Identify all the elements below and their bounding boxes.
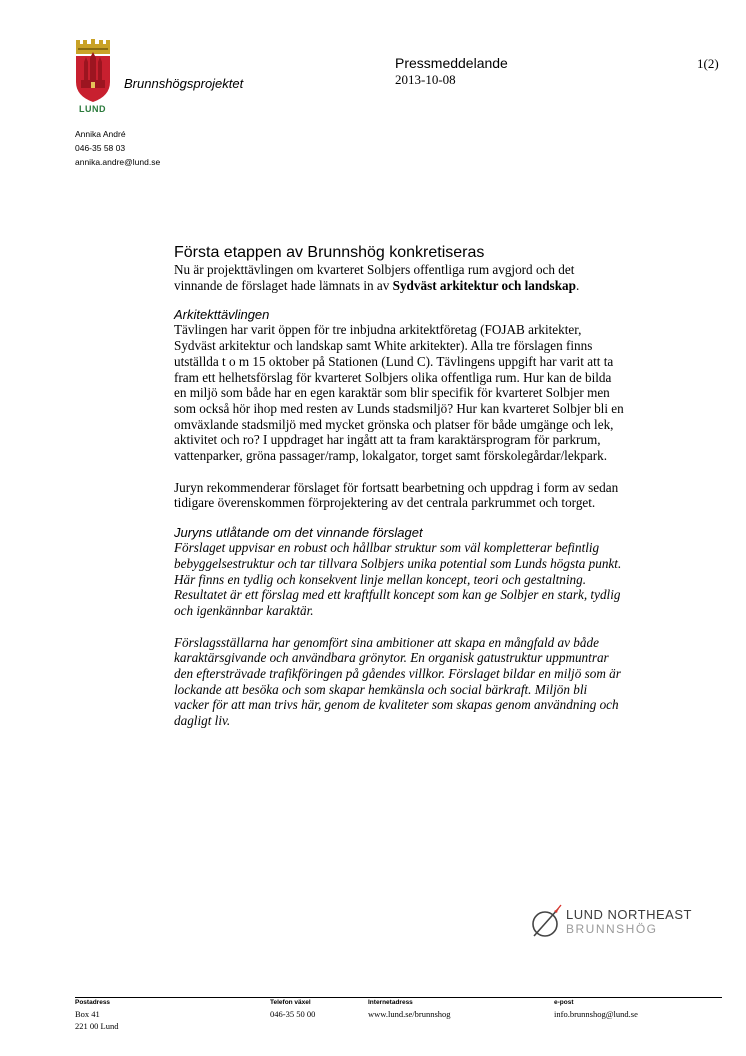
footer-email-label: e-post — [554, 999, 574, 1006]
contact-phone: 046-35 58 03 — [75, 143, 126, 153]
brand-title: LUND NORTHEAST — [566, 907, 692, 922]
page-number: 1(2) — [697, 56, 719, 71]
brand-subtitle: BRUNNSHÖG — [566, 922, 658, 936]
competition-paragraph: Tävlingen har varit öppen för tre inbjudna arkitektföretag (FOJAB arkitekter, Sydväst arkitektur och landskap samt White arkitekter). Alla tre förslagen finns utställda t o m 15 oktober på Stationen (Lund C). Tävlingens uppgift har varit att ta fram ett helhetsförslag för kvarteret Solbjers olika offentliga rum. Hur kan de bilda en miljö som både har en egen karaktär som blir specifik för kvarteret Solbjer men som också hör ihop med resten av Lunds stadsmiljö? Hur kan kvarteret Solbjer bli en omväxlande stadsmiljö med mycket grönska och platser för både umgänge och lek, aktivitet och ro? I uppdraget har ingått att ta fram karaktärsprogram för parkrum, vattenparker, gröna passager/ramp, lokalgator, torget samt förskolegårdar/lekpark. — [174, 322, 624, 464]
winner-name: Sydväst arkitektur och landskap — [392, 277, 576, 293]
footer-web-link[interactable]: www.lund.se/brunnshog — [368, 1009, 451, 1019]
footer-postal-label: Postadress — [75, 999, 111, 1006]
footer-phone-label: Telefon växel — [270, 999, 311, 1006]
footer-email-link[interactable]: info.brunnshog@lund.se — [554, 1009, 638, 1019]
jury-recommendation-paragraph: Juryn rekommenderar förslaget för fortsatt bearbetning och uppdrag i form av sedan tidigare överenskommen förprojektering av det centrala parkrummet och torget. — [174, 479, 619, 511]
footer-phone-value: 046-35 50 00 — [270, 1009, 316, 1019]
footer-postal-line2: 221 00 Lund — [75, 1021, 119, 1031]
intro-text: Nu är projekttävlingen om kvarteret Solbjers offentliga rum avgjord och det vinnande de förslaget hade lämnats in av — [174, 262, 575, 293]
lund-city-logo — [73, 38, 113, 118]
section-heading-jury: Juryns utlåtande om det vinnande förslaget — [174, 525, 423, 541]
document-date: 2013-10-08 — [395, 72, 456, 87]
footer-web-label: Internetadress — [368, 999, 413, 1006]
intro-suffix: . — [575, 277, 580, 293]
document-type: Pressmeddelande — [395, 55, 508, 71]
footer-postal-line1: Box 41 — [75, 1009, 100, 1019]
jury-statement-paragraph-2: Förslagsställarna har genomfört sina ambitioner att skapa en mångfald av både karaktärsgivande och användbara grönytor. En organisk gatustruktur uppmuntrar den eftersträvade trafikföringen på gåendes villkor. Förslaget bildar en miljö som är lockande att besöka och som skapar hemkänsla och social bärkraft. Miljön bli vacker för att man trivs här, genom de kvaliteter som skapas genom användning och dagligt liv. — [174, 634, 621, 729]
section-heading-competition: Arkitekttävlingen — [174, 307, 270, 323]
footer-postal-address — [75, 1008, 118, 1032]
lund-northeast-logo — [530, 903, 564, 939]
project-name: Brunnshögsprojektet — [124, 76, 244, 91]
article-body — [174, 244, 624, 729]
logo-wordmark: LUND — [79, 104, 106, 114]
contact-name: Annika André — [75, 129, 126, 139]
contact-email[interactable]: annika.andre@lund.se — [75, 157, 161, 167]
intro-paragraph — [174, 262, 624, 293]
jury-statement-paragraph-1: Förslaget uppvisar en robust och hållbar struktur som väl kompletterar befintlig bebyggelsestruktur och tar tillvara Solbjers unika potential som Lunds högsta punkt. Här finns en tydlig och konsekvent linje mellan koncept, teori och gestaltning. Resultatet är ett förslag med ett kraftfullt koncept som kan ge Solbjer en stark, tydlig och igenkännbar karaktär. — [174, 540, 622, 618]
compass-circle-icon — [530, 903, 564, 939]
contact-block — [75, 127, 160, 169]
footer-divider — [75, 997, 722, 998]
article-headline: Första etappen av Brunnshög konkretiseras — [174, 244, 485, 261]
